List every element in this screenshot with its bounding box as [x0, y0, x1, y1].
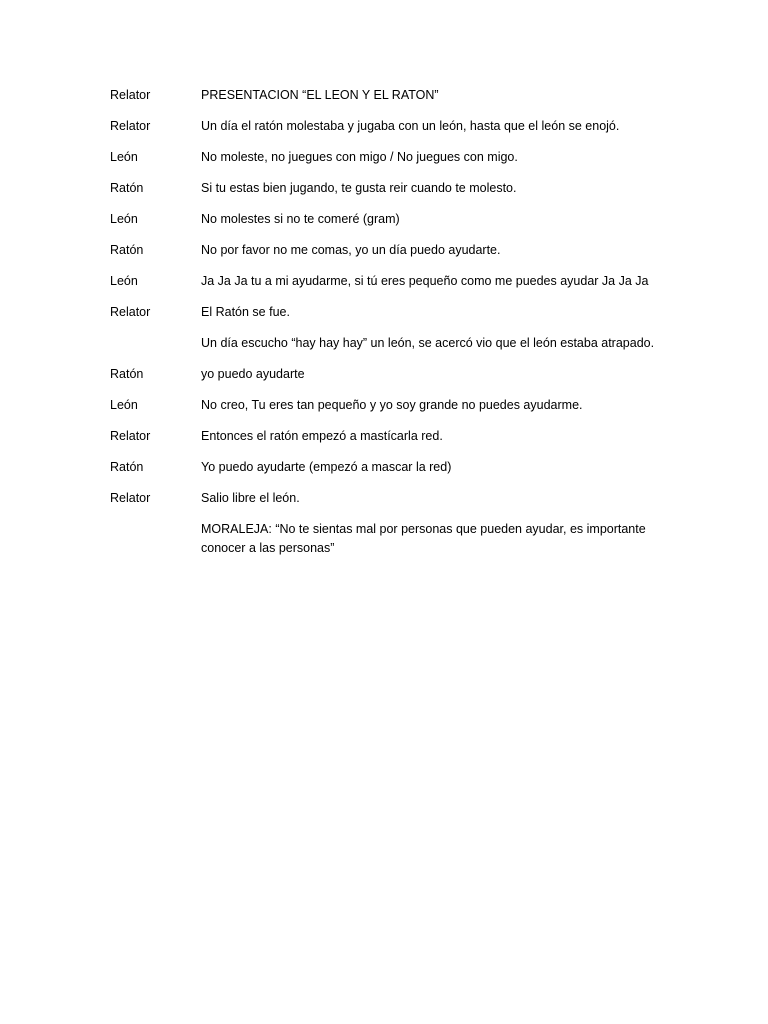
speaker-label: Relator	[110, 429, 151, 443]
speaker-label: Ratón	[110, 460, 144, 474]
script-row	[110, 489, 670, 508]
speaker-label: Ratón	[110, 181, 144, 195]
script-row	[110, 365, 670, 384]
speaker-label: Ratón	[110, 243, 144, 257]
speaker-label: Relator	[110, 88, 151, 102]
speaker-label: León	[110, 150, 138, 164]
dialogue-text: No por favor no me comas, yo un día puedo ayudarte.	[201, 243, 501, 257]
script-row	[110, 458, 670, 477]
script-row	[110, 272, 670, 291]
dialogue-text: PRESENTACION “EL LEON Y EL RATON”	[201, 88, 439, 102]
speaker-label: León	[110, 274, 138, 288]
dialogue-text: yo puedo ayudarte	[201, 367, 305, 381]
script-table	[110, 86, 670, 558]
dialogue-text: Un día escucho “hay hay hay” un león, se acercó vio que el león estaba atrapado.	[201, 336, 655, 350]
speaker-label: Relator	[110, 119, 151, 133]
script-row	[110, 396, 670, 415]
moral-text: MORALEJA: “No te sientas mal por personas que pueden ayudar, es importante conocer a las personas”	[201, 522, 646, 555]
dialogue-text: El Ratón se fue.	[201, 305, 290, 319]
speaker-label: Relator	[110, 491, 151, 505]
dialogue-text: Yo puedo ayudarte (empezó a mascar la red)	[201, 460, 452, 474]
dialogue-text: Un día el ratón molestaba y jugaba con un león, hasta que el león se enojó.	[201, 119, 620, 133]
dialogue-text: Ja Ja Ja tu a mi ayudarme, si tú eres pequeño como me puedes ayudar Ja Ja Ja	[201, 274, 649, 288]
script-row	[110, 117, 670, 136]
script-row	[110, 148, 670, 167]
dialogue-text: No molestes si no te comeré (gram)	[201, 212, 400, 226]
dialogue-text: Salio libre el león.	[201, 491, 300, 505]
speaker-label: León	[110, 398, 138, 412]
script-row	[110, 520, 670, 558]
speaker-label: Relator	[110, 305, 151, 319]
script-row	[110, 86, 670, 105]
script-row	[110, 427, 670, 446]
speaker-label: Ratón	[110, 367, 144, 381]
speaker-label: León	[110, 212, 138, 226]
script-row	[110, 303, 670, 322]
dialogue-text: No moleste, no juegues con migo / No juegues con migo.	[201, 150, 518, 164]
script-row	[110, 334, 670, 353]
script-row	[110, 179, 670, 198]
script-row	[110, 210, 670, 229]
dialogue-text: Entonces el ratón empezó a mastícarla red.	[201, 429, 443, 443]
script-row	[110, 241, 670, 260]
dialogue-text: No creo, Tu eres tan pequeño y yo soy grande no puedes ayudarme.	[201, 398, 583, 412]
dialogue-text: Si tu estas bien jugando, te gusta reir cuando te molesto.	[201, 181, 517, 195]
